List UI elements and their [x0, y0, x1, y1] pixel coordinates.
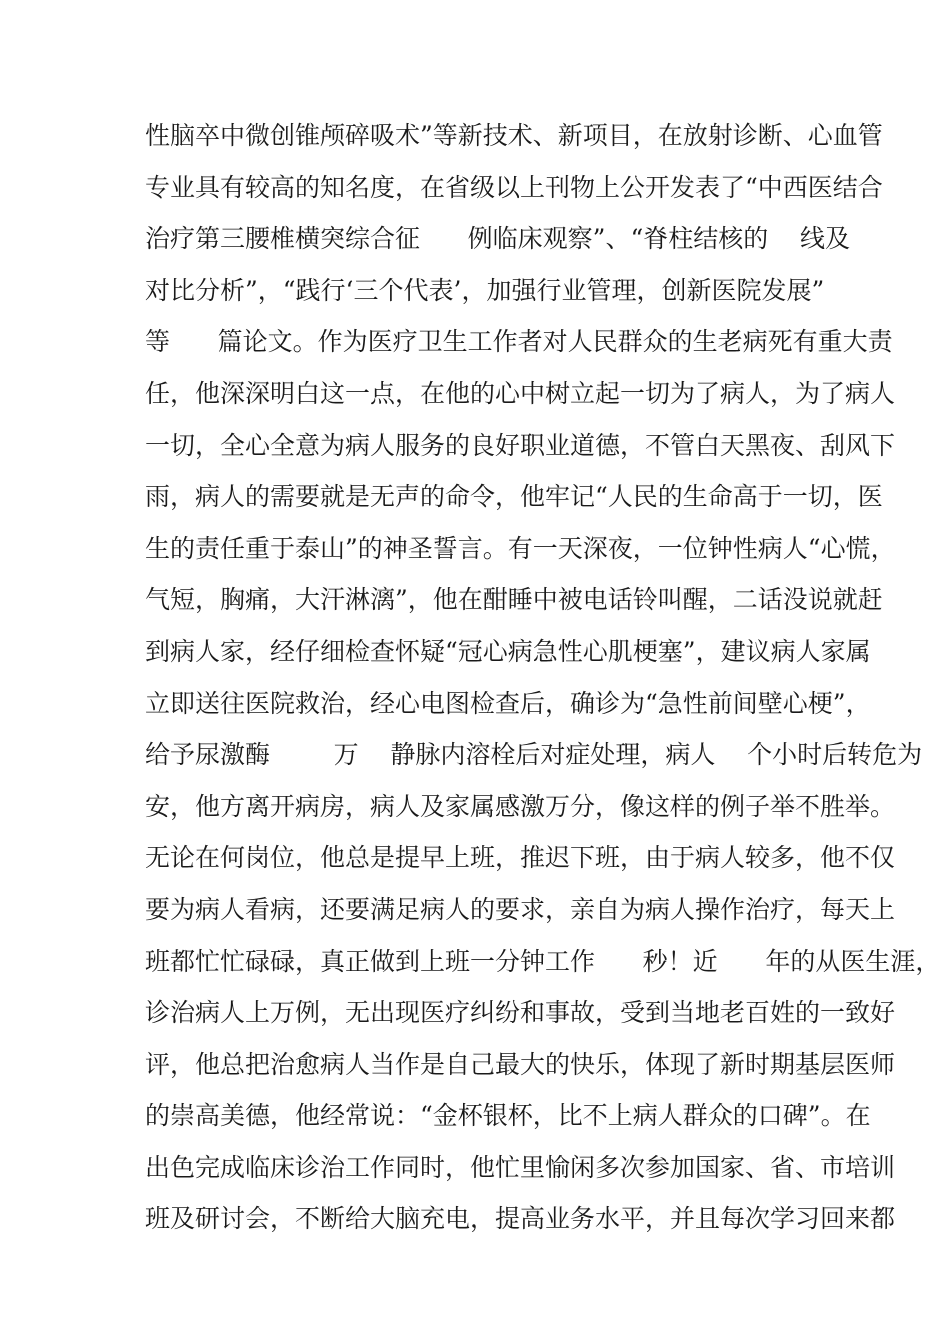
text-line: 安，他方离开病房，病人及家属感激万分，像这样的例子举不胜举。 [145, 791, 896, 821]
text-line: 任，他深深明白这一点，在他的心中树立起一切为了病人，为了病人 [145, 378, 896, 408]
text-line: 到病人家，经仔细检查怀疑“冠心病急性心肌梗塞”，建议病人家属 [145, 636, 871, 666]
text-line: 给予尿激酶 万 静脉内溶栓后对症处理，病人 个小时后转危为 [145, 740, 923, 770]
text-line: 评，他总把治愈病人当作是自己最大的快乐，体现了新时期基层医师 [145, 1049, 896, 1079]
text-line: 专业具有较高的知名度，在省级以上刊物上公开发表了“中西医结合 [145, 172, 883, 202]
text-line: 班及研讨会，不断给大脑充电，提高业务水平，并且每次学习回来都 [145, 1204, 896, 1234]
body-text [145, 116, 941, 1251]
text-line: 的崇高美德，他经常说：“金杯银杯，比不上病人群众的口碑”。在 [145, 1101, 871, 1131]
text-line: 班都忙忙碌碌，真正做到上班一分钟工作 秒！近 年的从医生涯， [145, 946, 941, 976]
text-line: 立即送往医院救治，经心电图检查后，确诊为“急性前间壁心梗”， [145, 688, 871, 718]
text-line: 治疗第三腰椎横突综合征 例临床观察”、“脊柱结核的 线及 [145, 224, 851, 254]
text-line: 要为病人看病，还要满足病人的要求，亲自为病人操作治疗，每天上 [145, 894, 896, 924]
text-line: 性脑卒中微创锥颅碎吸术”等新技术、新项目，在放射诊断、心血管 [145, 121, 883, 150]
text-line: 一切，全心全意为病人服务的良好职业道德，不管白天黑夜、刮风下 [145, 430, 896, 460]
text-line: 雨，病人的需要就是无声的命令，他牢记“人民的生命高于一切，医 [145, 482, 883, 512]
text-line: 生的责任重于泰山”的神圣誓言。有一天深夜，一位钟性病人“心慌， [145, 533, 896, 563]
text-line: 无论在何岗位，他总是提早上班，推迟下班，由于病人较多，他不仅 [145, 843, 896, 873]
text-line: 等 篇论文。作为医疗卫生工作者对人民群众的生老病死有重大责 [145, 327, 893, 357]
text-line: 出色完成临床诊治工作同时，他忙里愉闲多次参加国家、省、市培训 [145, 1152, 896, 1182]
text-line: 诊治病人上万例，无出现医疗纠纷和事故，受到当地老百姓的一致好 [145, 998, 896, 1028]
text-line: 对比分析”，“践行‘三个代表’，加强行业管理，创新医院发展” [145, 275, 825, 305]
text-line: 气短，胸痛，大汗淋漓”，他在酣睡中被电话铃叫醒，二话没说就赶 [145, 585, 883, 615]
